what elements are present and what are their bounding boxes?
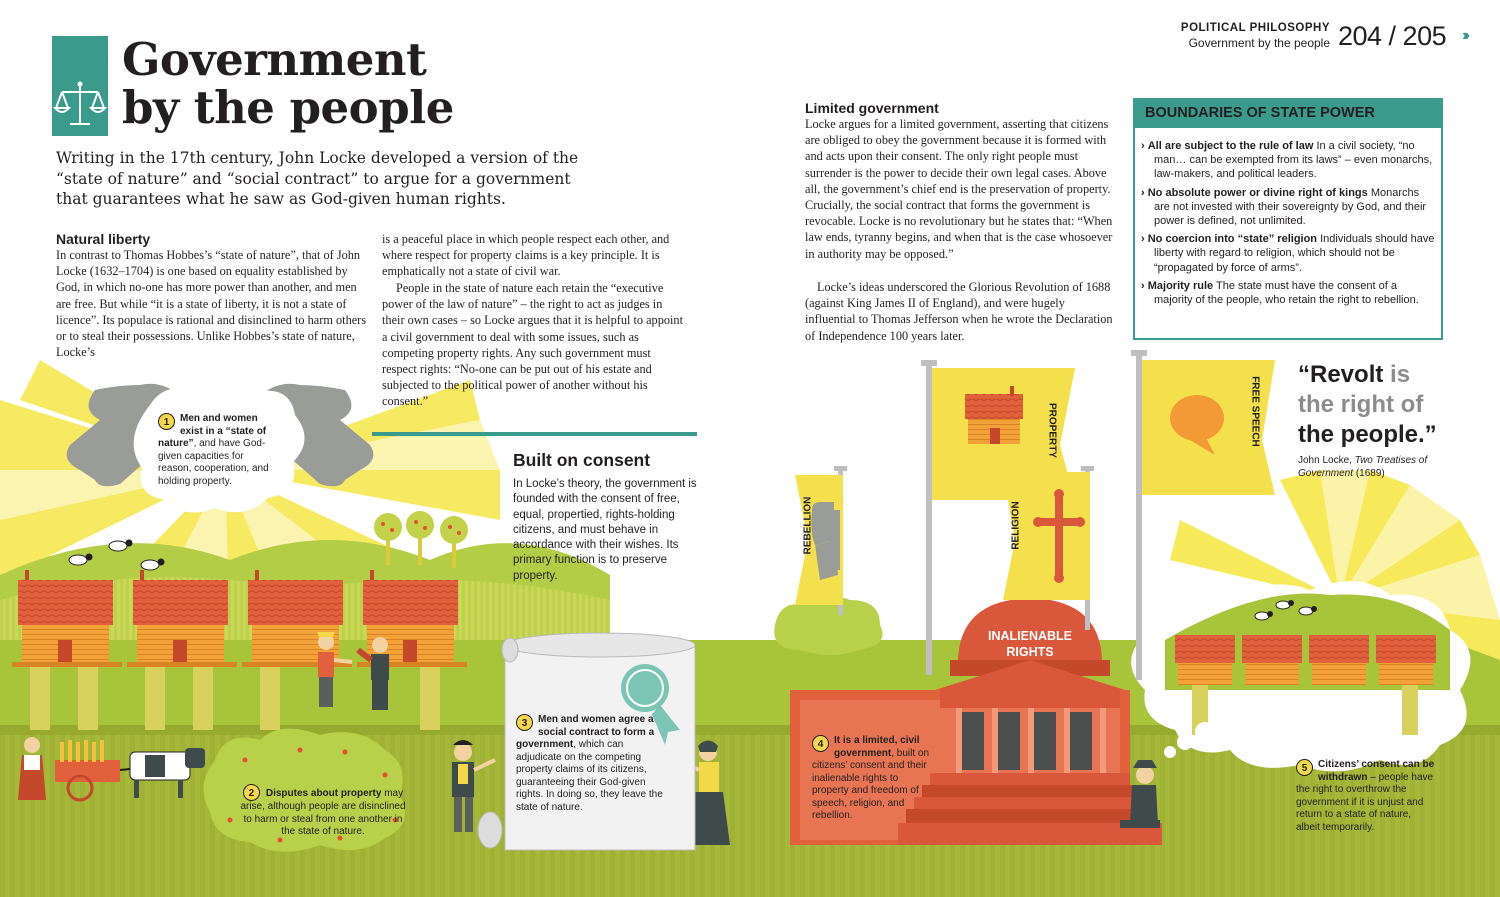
page-title [122, 33, 454, 134]
scales-of-justice-icon [52, 36, 108, 136]
boundaries-title: BOUNDARIES OF STATE POWER [1145, 105, 1375, 121]
flag-label-religion: RELIGION [1010, 501, 1022, 550]
limited-government-heading: Limited government [805, 100, 939, 116]
chevron-right-icon: › [1141, 279, 1145, 292]
built-on-consent-text: In Locke’s theory, the government is founded with the consent of free, equal, propertied, rights-holding citizens, and must behave in accordance with their wishes. Its primary function is to preserve property. [513, 478, 697, 582]
natural-liberty-heading: Natural liberty [56, 231, 151, 247]
natural-liberty-col2a: is a peaceful place in which people respect each other, and where respect for property claims is a key principle. It is emphatically not a state of civil war. [382, 232, 670, 279]
quote-line-1: “Revolt [1298, 361, 1384, 388]
boundary-item: › Majority rule The state must have the consent of a majority of the people, who retain the right to rebellion. [1141, 279, 1419, 307]
boundary-item: › All are subject to the rule of law In a civil society, “no man… can be exempted from its laws” – even monarchs, law-makers, and political leaders. [1141, 140, 1433, 181]
intro-paragraph: Writing in the 17th century, John Locke developed a version of the “state of nature” and “social contract” to argue for a government that guarantees what he saw as God-given human rights. [56, 149, 579, 208]
caption-number: 5 [1296, 759, 1313, 776]
caption-number: 3 [516, 714, 533, 731]
pull-quote [1298, 360, 1437, 450]
trees-left [374, 511, 468, 568]
scales-tab [52, 36, 108, 136]
flag-label-property: PROPERTY [1046, 402, 1058, 458]
running-head-section: POLITICAL PHILOSOPHY [1180, 22, 1330, 34]
caption-number: 4 [812, 735, 829, 752]
page-numbers: 204 / 205 [1338, 21, 1447, 51]
chevrons-icon: ››› [1462, 27, 1466, 44]
quote-line-3: the people.” [1298, 421, 1437, 448]
running-head-subsection: Government by the people [1188, 36, 1330, 50]
chevron-right-icon: › [1141, 186, 1145, 199]
running-head [1140, 22, 1330, 50]
limited-government-p1: Locke argues for a limited government, asserting that citizens are obliged to obey the government because it is formed with and acts upon their consent. The only right people must surrender is the power to decide their own legal cases. Above all, the government’s chief end is the preservation of property. Crucially, the social contract that forms the government is revocable. Locke is no revolutionary but he states that: “When law ends, tyranny begins, and when that is the case whosoever in authority may be opposed.” [805, 117, 1113, 261]
caption-3: 3 Men and women agree a social contract to form a government, which can adjudicate on the competing property claims of its citizens, guaranteeing their God-given rights. In doing so, they leave the state of nature. [516, 714, 663, 813]
boundary-item: › No absolute power or divine right of kings Monarchs are not invested with their sovereignty by God, and their power is defined, not unlimited. [1141, 186, 1427, 228]
limited-government-p2: Locke’s ideas underscored the Glorious Revolution of 1688 (against King James II of England), and were hugely influential to Thomas Jefferson when he wrote the Declaration of Independence 100 years later. [805, 280, 1113, 343]
flag-label-rebellion: REBELLION [802, 496, 814, 555]
natural-liberty-col2b: People in the state of nature each retain the “executive power of the law of nature” – the right to act as judges in their own cases – so Locke argues that it is helpful to appoint a civil government to deal with some issues, such as competing property rights. Any such government must respect rights: “No-one can be put out of his estate and subjected to the political power of another without his consent.” [382, 281, 683, 409]
divider-rule [372, 432, 697, 436]
quote-line-2-grey: of [1394, 391, 1424, 418]
quote-line-2: the right [1298, 391, 1394, 418]
chevron-right-icon: › [1141, 140, 1145, 152]
quote-attribution: John Locke, Two Treatises of Government (1689) [1298, 455, 1428, 479]
caption-4: 4 It is a limited, civil government, built on citizens’ consent and their inalienable rights to property and freedom of speech, religion, and rebellion. [812, 735, 930, 821]
house-flag-icon [965, 386, 1023, 444]
page-title-line-2: by the people [122, 81, 454, 134]
chevron-right-icon: › [1141, 233, 1145, 246]
flag-label-free-speech: FREE SPEECH [1249, 376, 1261, 447]
caption-1: 1 Men and women exist in a “state of nature”, and have God-given capacities for reason, cooperation, and holding property. [158, 413, 269, 487]
boundaries-list [1141, 139, 1437, 307]
caption-5: 5 Citizens’ consent can be withdrawn – people have the right to overthrow the government if it is unjust and return to a state of nature, albeit temporarily. [1296, 759, 1435, 833]
caption-2: 2 Disputes about property may arise, although people are disinclined to harm or steal from one another in the state of nature. [238, 784, 408, 839]
quote-line-1-grey: is [1383, 361, 1411, 388]
caption-number: 1 [158, 413, 175, 430]
natural-liberty-col1: In contrast to Thomas Hobbes’s “state of nature”, that of John Locke (1632–1704) is one based on equality established by God, in which no-one has more power than another, and men are free. But while “it is a state of liberty, it is not a state of licence”. Its populace is rational and disinclined to harm others or to steal their possessions. Unlike Hobbes’s state of nature, Locke’s [56, 248, 367, 360]
built-on-consent-heading: Built on consent [513, 450, 651, 470]
dome-label: INALIENABLE RIGHTS [987, 629, 1073, 659]
page-title-line-1: Government [122, 33, 427, 86]
boundary-item: › No coercion into “state” religion Individuals should have liberty with regard to religion, which should not be “propagated by force of arms”. [1141, 233, 1435, 274]
caption-number: 2 [243, 784, 260, 801]
